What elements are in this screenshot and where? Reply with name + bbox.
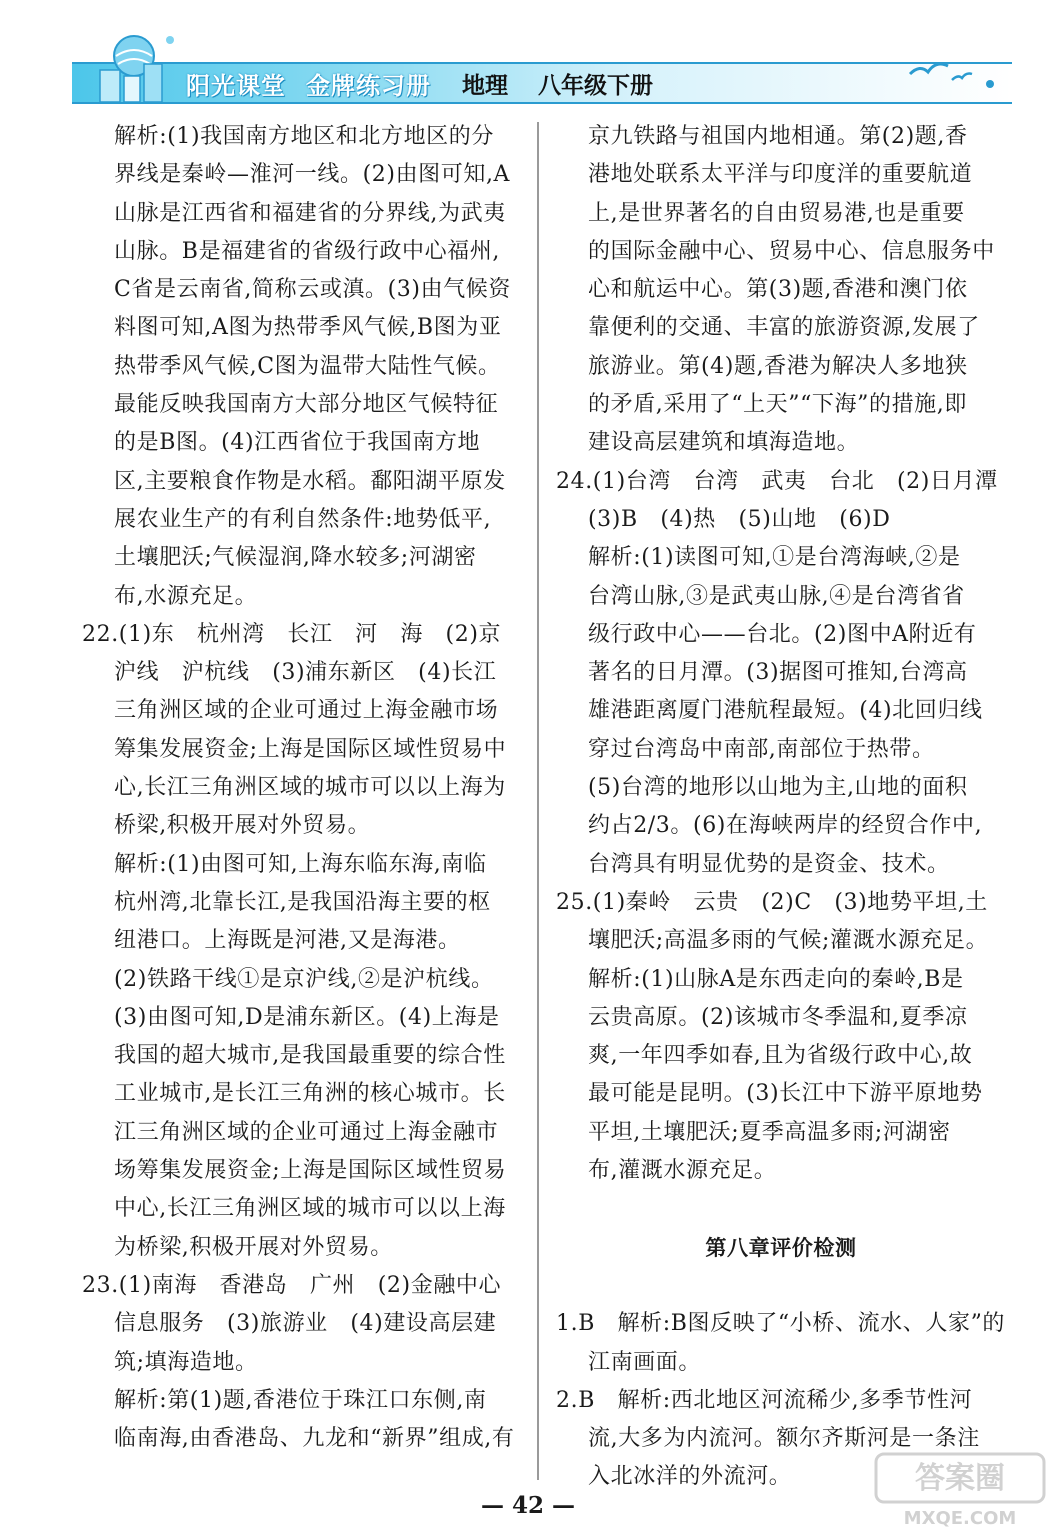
text-line: 靠便利的交通、丰富的旅游资源,发展了 <box>588 315 980 341</box>
text-line: 1.B 解析:B图反映了“小桥、流水、人家”的 <box>556 1311 1006 1337</box>
text-line: 旅游业。第(4)题,香港为解决人多地狭 <box>588 353 968 379</box>
text-line: 为桥梁,积极开展对外贸易。 <box>114 1234 393 1260</box>
text-line: 展农业生产的有利自然条件:地势低平, <box>114 506 492 532</box>
series-name-primary: 阳光课堂 <box>186 72 286 100</box>
text-line: 穿过台湾岛中南部,南部位于热带。 <box>588 736 935 762</box>
blank-line <box>556 1267 1006 1305</box>
text-line: (3)B (4)热 (5)山地 (6)D <box>588 506 891 532</box>
text-line: 沪线 沪杭线 (3)浦东新区 (4)长江 <box>114 660 497 686</box>
text-line: 解析:(1)由图可知,上海东临东海,南临 <box>114 851 487 877</box>
text-line: 场筹集发展资金;上海是国际区域性贸易 <box>114 1158 507 1184</box>
text-line: 23.(1)南海 香港岛 广州 (2)金融中心 <box>82 1272 502 1298</box>
text-line: (5)台湾的地形以山地为主,山地的面积 <box>588 775 968 801</box>
text-line: 云贵高原。(2)该城市冬季温和,夏季凉 <box>588 1004 968 1030</box>
text-line: 料图可知,A图为热带季风气候,B图为亚 <box>114 315 502 341</box>
globe-building-illustration-icon <box>90 30 190 104</box>
page-number: — 42 — <box>480 1492 576 1519</box>
text-line: 土壤肥沃;气候湿润,降水较多;河湖密 <box>114 545 477 571</box>
text-line: 爽,一年四季如春,且为省级行政中心,故 <box>588 1043 973 1069</box>
text-line: 中心,长江三角洲区域的城市可以以上海 <box>114 1196 506 1222</box>
seagulls-icon <box>900 46 1000 96</box>
text-line: 心,长江三角洲区域的城市可以以上海为 <box>114 775 506 801</box>
text-line: 24.(1)台湾 台湾 武夷 台北 (2)日月潭 <box>556 468 998 494</box>
column-divider <box>537 122 539 1480</box>
grade-label: 八年级下册 <box>538 73 653 99</box>
text-line: 解析:(1)读图可知,①是台湾海峡,②是 <box>588 545 961 571</box>
blank-line <box>556 1190 1006 1228</box>
text-line: 区,主要粮食作物是水稻。鄱阳湖平原发 <box>114 468 506 494</box>
text-line: 22.(1)东 杭州湾 长江 河 海 (2)京 <box>82 621 502 647</box>
text-line: 壤肥沃;高温多雨的气候;灌溉水源充足。 <box>588 928 989 954</box>
text-line: 级行政中心——台北。(2)图中A附近有 <box>588 621 977 647</box>
text-line: 2.B 解析:西北地区河流稀少,多季节性河 <box>556 1387 973 1413</box>
svg-text:MXQE.COM: MXQE.COM <box>903 1508 1017 1529</box>
text-line: (3)由图可知,D是浦东新区。(4)上海是 <box>114 1004 500 1030</box>
text-line: 筑;填海造地。 <box>114 1349 258 1375</box>
text-line: 25.(1)秦岭 云贵 (2)C (3)地势平坦,土 <box>556 889 988 915</box>
series-name-secondary: 金牌练习册 <box>306 72 431 100</box>
text-line: 杭州湾,北靠长江,是我国沿海主要的枢 <box>114 889 491 915</box>
svg-text:答案圈: 答案圈 <box>915 1461 1005 1496</box>
text-line: 筹集发展资金;上海是国际区域性贸易中 <box>114 736 507 762</box>
text-line: 最能反映我国南方大部分地区气候特征 <box>114 392 499 418</box>
text-line: 台湾具有明显优势的是资金、技术。 <box>588 851 950 877</box>
text-line: 流,大多为内流河。额尔齐斯河是一条注 <box>588 1426 980 1452</box>
text-line: 解析:第(1)题,香港位于珠江口东侧,南 <box>114 1387 487 1413</box>
text-line: 信息服务 (3)旅游业 (4)建设高层建 <box>114 1311 497 1337</box>
text-line: 心和航运中心。第(3)题,香港和澳门依 <box>588 277 968 303</box>
section-title: 第八章评价检测 <box>705 1235 857 1260</box>
text-line: 约占2/3。(6)在海峡两岸的经贸合作中, <box>588 813 983 839</box>
page-header <box>0 0 1056 118</box>
text-line: (2)铁路干线①是京沪线,②是沪杭线。 <box>114 966 494 992</box>
text-line: 上,是世界著名的自由贸易港,也是重要 <box>588 200 965 226</box>
text-line: 港地处联系太平洋与印度洋的重要航道 <box>588 162 973 188</box>
text-line: 界线是秦岭—淮河一线。(2)由图可知,A <box>114 162 511 188</box>
text-line: C省是云南省,简称云或滇。(3)由气候资 <box>114 277 511 303</box>
text-line: 的是B图。(4)江西省位于我国南方地 <box>114 430 481 456</box>
text-line: 临南海,由香港岛、九龙和“新界”组成,有 <box>114 1426 515 1452</box>
text-line: 布,水源充足。 <box>114 583 258 609</box>
text-line: 雄港距离厦门港航程最短。(4)北回归线 <box>588 698 983 724</box>
text-line: 江三角洲区域的企业可通过上海金融市 <box>114 1119 499 1145</box>
text-line: 山脉。B是福建省的省级行政中心福州, <box>114 238 500 264</box>
series-title <box>186 66 431 101</box>
text-line: 最可能是昆明。(3)长江中下游平原地势 <box>588 1081 983 1107</box>
text-line: 京九铁路与祖国内地相通。第(2)题,香 <box>588 124 968 149</box>
text-line: 纽港口。上海既是河港,又是海港。 <box>114 928 461 954</box>
subject-grade <box>462 67 653 100</box>
text-line: 解析:(1)我国南方地区和北方地区的分 <box>114 124 494 149</box>
text-line: 山脉是江西省和福建省的分界线,为武夷 <box>114 200 506 226</box>
text-line: 台湾山脉,③是武夷山脉,④是台湾省省 <box>588 583 965 609</box>
text-line: 三角洲区域的企业可通过上海金融市场 <box>114 698 499 724</box>
text-line: 的国际金融中心、贸易中心、信息服务中 <box>588 238 995 264</box>
text-line: 的矛盾,采用了“上天”“下海”的措施,即 <box>588 392 967 418</box>
text-line: 布,灌溉水源充足。 <box>588 1158 777 1184</box>
text-line: 桥梁,积极开展对外贸易。 <box>114 813 371 839</box>
text-line: 工业城市,是长江三角洲的核心城市。长 <box>114 1081 506 1107</box>
subject-label: 地理 <box>462 73 508 99</box>
watermark-logo <box>872 1450 1048 1532</box>
text-line: 著名的日月潭。(3)据图可推知,台湾高 <box>588 660 968 686</box>
left-column <box>82 118 532 1458</box>
text-line: 江南画面。 <box>588 1349 702 1375</box>
text-line: 解析:(1)山脉A是东西走向的秦岭,B是 <box>588 966 964 992</box>
right-column <box>556 118 1006 1497</box>
text-line: 我国的超大城市,是我国最重要的综合性 <box>114 1043 506 1069</box>
text-line: 平坦,土壤肥沃;夏季高温多雨;河湖密 <box>588 1119 951 1145</box>
text-line: 建设高层建筑和填海造地。 <box>588 430 860 456</box>
text-line: 入北冰洋的外流河。 <box>588 1464 792 1490</box>
text-line: 热带季风气候,C图为温带大陆性气候。 <box>114 353 501 379</box>
